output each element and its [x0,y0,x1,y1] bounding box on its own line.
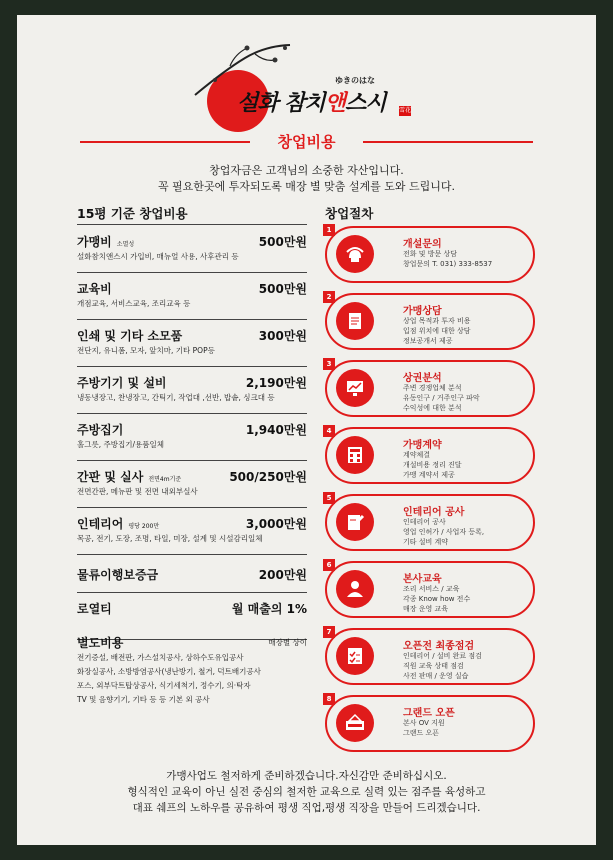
step-title: 그랜드 오픈 [403,708,455,719]
cost-name: 별도비용 [77,636,124,650]
cost-divider [77,366,307,367]
cost-description [77,438,164,452]
step-icon-badge [336,436,374,474]
cost-description-line: 전기증설, 배전판, 가스설치공사, 상하수도유입공사 [77,653,244,662]
cost-description-line: 화장실공사, 소방방염공사(냉난방기, 철거, 덕트배기공사 [77,667,261,676]
step-detail-line: 기타 설비 계약 [403,538,449,546]
person-icon [345,579,365,599]
cost-price: 3,000만원 [245,517,307,531]
cost-price: 500만원 [258,235,307,249]
cost-price: 1,940만원 [245,423,307,437]
cost-name: 주방집기 [77,423,124,437]
step-number: 2 [323,291,335,303]
step-detail-line: 입점 위치에 대한 상담 [403,327,471,335]
step-title: 본사교육 [403,574,442,585]
brand-logo [185,40,430,125]
step-detail-line: 상업 목적과 투자 비용 [403,317,471,325]
cost-name: 가맹비 소멸성 [77,235,135,249]
cost-name: 간판 및 실사 전면4m기준 [77,470,182,484]
step-number: 6 [323,559,335,571]
step-title: 오픈전 최종점검 [403,641,475,652]
step-detail-line: 매장 운영 교육 [403,605,449,613]
step-detail-line: 전화 및 방문 상담 [403,250,458,258]
cost-description-line: 전면간판, 메뉴판 및 전면 내외부실사 [77,487,198,496]
process-step [325,427,535,484]
step-number: 3 [323,358,335,370]
step-detail-line: 직원 교육 상태 점검 [403,662,464,670]
cost-price: 300만원 [258,329,307,343]
cost-name: 인테리어 평당 200만 [77,517,160,531]
cost-name: 물류이행보증금 [77,568,159,582]
brand-name: 설화 참치앤스시 [237,90,386,116]
step-icon-badge [336,235,374,273]
cost-description-line: 개점교육, 서비스교육, 조리교육 등 [77,299,191,308]
open-sign-icon [345,713,365,733]
process-step [325,226,535,283]
cost-description [77,485,198,499]
cost-description-line: TV 및 음향기기, 기타 등 등 기본 외 공사 [77,695,210,704]
step-number: 8 [323,693,335,705]
step-detail-line: 그랜드 오픈 [403,729,440,737]
phone-icon [345,244,365,264]
step-icon-badge [336,704,374,742]
step-title: 가맹계약 [403,440,442,451]
cost-price: 매장별 상이 [268,638,307,647]
cost-name: 인쇄 및 기타 소모품 [77,329,183,343]
step-number: 5 [323,492,335,504]
cost-divider [77,413,307,414]
step-icon-badge [336,503,374,541]
footer-line-2: 형식적인 교육이 아닌 실전 중심의 철저한 교육으로 실력 있는 점주를 육성하고 [127,786,486,798]
step-detail-line: 수익성에 대한 분석 [403,404,462,412]
section-heading [80,130,533,152]
brand-kana: ゆきのはな [335,76,375,85]
step-detail-line: 개설비용 정리 진달 [403,461,462,469]
calculator-icon [345,445,365,465]
cost-divider [77,319,307,320]
cost-price: 200만원 [258,568,307,582]
intro-line-2: 꼭 필요한곳에 투자되도록 매장 별 맞춤 설계를 도와 드립니다. [157,180,456,193]
checklist-icon [345,646,365,666]
cost-note: 전면4m기준 [148,476,182,483]
cost-description [77,297,190,311]
process-step [325,494,535,551]
process-step [325,628,535,685]
cost-price: 500만원 [258,282,307,296]
step-number: 4 [323,425,335,437]
cost-divider [77,507,307,508]
step-detail-line: 창업문의 T. 031) 333-8537 [403,260,493,268]
cost-description-line: 전단지, 유니폼, 모자, 앞치마, 기타 POP등 [77,346,215,355]
cost-description-line: 포스, 외부닥트탑상공사, 식기세척기, 정수기, 의·탁자 [77,681,251,690]
brand-seal: 雪花 [399,107,412,114]
step-detail-line: 각종 Know how 전수 [403,595,471,603]
cost-name: 주방기기 및 설비 [77,376,167,390]
step-number: 7 [323,626,335,638]
process-section-title: 창업절차 [325,206,374,221]
cost-note: 소멸성 [116,241,135,248]
step-icon-badge [336,637,374,675]
step-title: 상권분석 [403,373,442,384]
cost-description [77,651,261,707]
step-title: 가맹상담 [403,306,442,317]
cost-divider [77,460,307,461]
cost-divider [77,592,307,593]
step-icon-badge [336,302,374,340]
cost-description-line: 설화참치앤스시 가입비, 매뉴얼 사용, 사후관리 등 [77,252,239,261]
process-step [325,293,535,350]
process-step [325,561,535,618]
intro-line-1: 창업자금은 고객님의 소중한 자산입니다. [209,164,404,177]
step-detail-line: 사전 판매 / 운영 실습 [403,672,469,680]
cost-price: 2,190만원 [245,376,307,390]
step-icon-badge [336,369,374,407]
step-detail-line: 가맹 계약서 제공 [403,471,455,479]
step-icon-badge [336,570,374,608]
cost-price: 500/250만원 [229,470,307,484]
step-title: 개설문의 [403,239,442,250]
footer-line-3: 대표 쉐프의 노하우를 공유하여 평생 직업,평생 직장을 만들어 드리겠습니다. [132,802,481,814]
cost-divider [77,554,307,555]
step-detail-line: 본사 OV 지원 [403,719,445,727]
cost-note: 평당 200만 [128,523,160,530]
process-step [325,695,535,752]
cost-description [77,391,275,405]
cost-title-rule [77,224,307,225]
step-title: 인테리어 공사 [403,507,465,518]
step-detail-line: 인테리어 공사 [403,518,446,526]
document-icon [345,311,365,331]
step-detail-line: 정보공개서 제공 [403,337,453,345]
cost-price: 월 매출의 1% [231,602,307,616]
process-step [325,360,535,417]
step-detail-line: 인테리어 / 설비 완료 점검 [403,652,482,660]
cost-name: 교육비 [77,282,112,296]
cost-divider [77,272,307,273]
cost-description [77,344,215,358]
contract-pen-icon [345,512,365,532]
cost-name: 로열티 [77,602,112,616]
chart-monitor-icon [345,378,365,398]
cost-section-title: 15평 기준 창업비용 [77,206,188,221]
step-detail-line: 영업 인허가 / 사업자 등록, [403,528,485,536]
step-number: 1 [323,224,335,236]
cost-description-line: 홀그릇, 주방집기/용품일체 [77,440,164,449]
step-detail-line: 유동인구 / 거주인구 파악 [403,394,480,402]
cost-description [77,250,239,264]
cost-description-line: 냉동냉장고, 찬냉장고, 간틱기, 작업대 ,선반, 밥솥, 싱크대 등 [77,393,275,402]
cost-description [77,532,263,546]
cost-description-line: 목공, 전기, 도장, 조명, 타일, 미장, 설계 및 시설감리일체 [77,534,263,543]
footer-line-1: 가맹사업도 철저하게 준비하겠습니다.자신감만 준비하십시오. [166,770,447,782]
step-detail-line: 계약체결 [403,451,431,459]
page-title: 창업비용 [277,133,336,151]
step-detail-line: 주변 경쟁업체 분석 [403,384,462,392]
step-detail-line: 조리 서비스 / 교육 [403,585,460,593]
